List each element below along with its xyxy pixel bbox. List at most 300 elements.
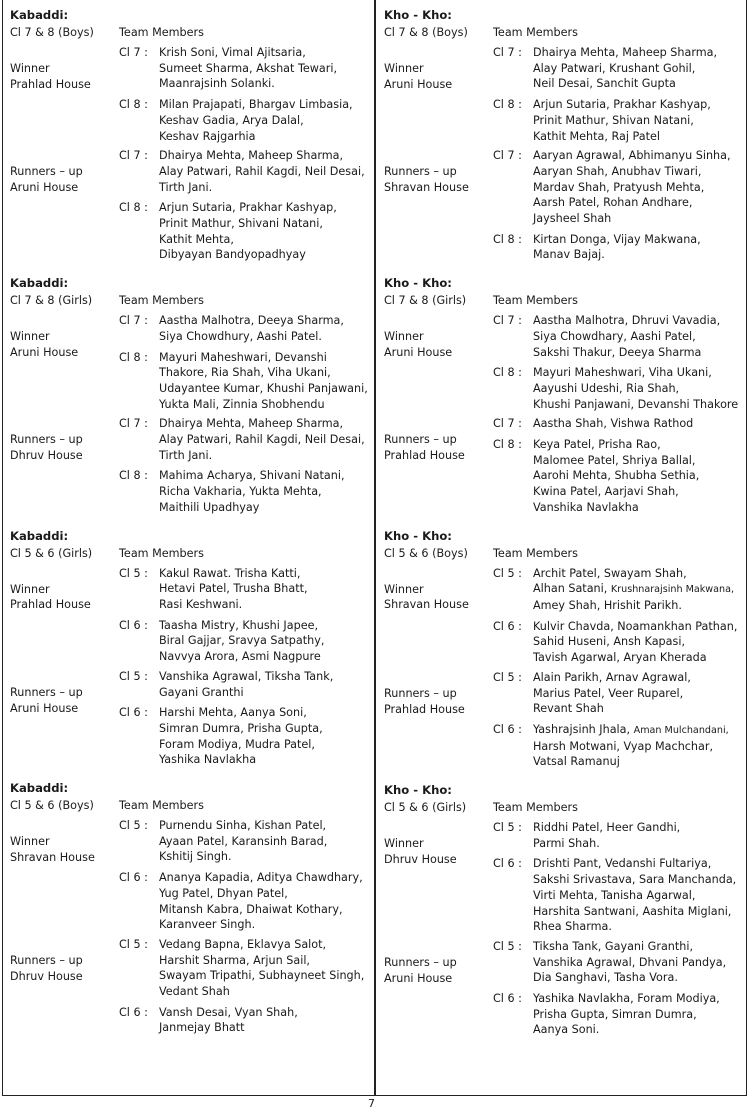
result-group	[10, 818, 372, 933]
house-name: Aruni House	[384, 345, 453, 359]
class-label: Cl 7 :	[119, 314, 148, 328]
member-line: Prisha Gupta, Simran Dumra,	[533, 1007, 697, 1021]
class-entries	[493, 670, 746, 770]
class-label: Cl 8 :	[119, 350, 148, 364]
category-header	[384, 293, 746, 309]
class-entries	[119, 313, 372, 412]
class-entry	[493, 856, 746, 935]
class-label: Cl 6 :	[119, 871, 148, 885]
member-line: Thakore, Ria Shah, Viha Ukani,	[159, 366, 331, 380]
right-column	[384, 0, 746, 1038]
class-label: Cl 5 :	[119, 669, 148, 683]
member-line: Siya Chowdhury, Aashi Patel.	[159, 329, 322, 343]
class-entry	[493, 722, 746, 770]
member-line: Alay Patwari, Rahil Kagdi, Neil Desai,	[159, 164, 365, 178]
member-line: Vanshika Agrawal, Dhvani Pandya,	[533, 955, 727, 969]
member-line: Kathit Mehta,	[159, 232, 234, 246]
class-label: Cl 5 :	[493, 821, 522, 835]
member-line: Prinit Mathur, Shivan Natani,	[533, 113, 694, 127]
member-line: Janmejay Bhatt	[159, 1021, 245, 1035]
member-line: Kirtan Donga, Vijay Makwana,	[533, 232, 701, 246]
member-line: Jaysheel Shah	[533, 212, 612, 226]
class-entry	[119, 618, 372, 665]
result-group	[384, 566, 746, 666]
position-label: Runners – up	[384, 686, 457, 700]
member-line: Dhairya Mehta, Maheep Sharma,	[159, 417, 344, 431]
class-label: Cl 6 :	[119, 706, 148, 720]
class-entries	[119, 937, 372, 1036]
result-group	[10, 566, 372, 665]
class-entry	[493, 45, 746, 92]
class-label: Cl 6 :	[119, 1005, 148, 1019]
member-line: Kathit Mehta, Raj Patel	[533, 129, 661, 143]
member-line: Biral Gajjar, Sravya Satpathy,	[159, 634, 325, 648]
member-names	[159, 618, 372, 665]
member-line: Malomee Patel, Shriya Ballal,	[533, 453, 696, 467]
result-label	[10, 818, 119, 933]
result-label	[384, 566, 493, 666]
class-entry	[493, 148, 746, 227]
class-label: Cl 7 :	[493, 314, 522, 328]
member-names	[533, 991, 746, 1038]
class-entry	[493, 670, 746, 717]
member-names	[533, 97, 746, 144]
class-entry	[493, 619, 746, 666]
member-line: Taasha Mistry, Khushi Japee,	[159, 618, 319, 632]
house-name: Prahlad House	[384, 449, 465, 463]
member-line: Yashika Navlakha, Foram Modiya,	[533, 992, 720, 1006]
member-line: Sakshi Thakur, Deeya Sharma	[533, 345, 702, 359]
member-line: Gayani Granthi	[159, 685, 244, 699]
member-line: Ananya Kapadia, Aditya Chawdhary,	[159, 871, 363, 885]
class-label: Cl 5 :	[493, 670, 522, 684]
member-line: Simran Dumra, Prisha Gupta,	[159, 721, 323, 735]
class-entries	[119, 416, 372, 515]
member-line: Maanrajsinh Solanki.	[159, 77, 275, 91]
class-entry	[119, 468, 372, 515]
class-label: Cl 5 :	[493, 566, 522, 580]
member-names	[533, 820, 746, 851]
member-line: Hetavi Patel, Trusha Bhatt,	[159, 582, 308, 596]
team-members-label: Team Members	[119, 294, 204, 308]
position-label: Runners – up	[384, 165, 457, 179]
result-group	[10, 148, 372, 263]
member-line: Keshav Rajgarhia	[159, 129, 256, 143]
class-entry	[493, 416, 746, 432]
member-line: Vedang Bapna, Eklavya Salot,	[159, 937, 327, 951]
position-label: Winner	[10, 835, 50, 849]
member-line: Keshav Gadia, Arya Dalal,	[159, 113, 304, 127]
result-group	[384, 670, 746, 770]
sport-title: Kabaddi:	[10, 528, 69, 543]
class-entries	[493, 939, 746, 1038]
position-label: Runners – up	[384, 433, 457, 447]
class-entry	[119, 148, 372, 195]
member-names	[159, 468, 372, 515]
class-label: Cl 5 :	[119, 819, 148, 833]
member-names	[159, 1005, 372, 1036]
member-line: Aarsh Patel, Rohan Andhare,	[533, 196, 693, 210]
member-line: Arjun Sutaria, Prakhar Kashyap,	[159, 201, 337, 215]
sport-section	[10, 4, 372, 263]
member-line: Dia Sanghavi, Tasha Vora.	[533, 971, 678, 985]
sport-title: Kho - Kho:	[384, 783, 452, 798]
member-names	[159, 350, 372, 413]
member-line: Drishti Pant, Vedanshi Fultariya,	[533, 857, 712, 871]
class-label: Cl 6 :	[493, 722, 522, 736]
result-label	[384, 416, 493, 515]
class-entries	[493, 820, 746, 935]
team-members-label: Team Members	[493, 546, 578, 560]
position-label: Winner	[10, 582, 50, 596]
class-entry	[493, 566, 746, 614]
class-label: Cl 8 :	[119, 201, 148, 215]
class-label: Cl 7 :	[119, 149, 148, 163]
class-entry	[119, 45, 372, 92]
position-label: Runners – up	[384, 955, 457, 969]
sport-title: Kabaddi:	[10, 8, 69, 22]
sport-section	[10, 777, 372, 1036]
member-line: Sahid Huseni, Ansh Kapasi,	[533, 635, 686, 649]
class-entry	[493, 313, 746, 360]
member-line: Mahima Acharya, Shivani Natani,	[159, 469, 345, 483]
category-header	[384, 800, 746, 816]
result-label	[10, 566, 119, 665]
member-line: Kulvir Chavda, Noamankhan Pathan,	[533, 619, 738, 633]
member-line: Vedant Shah	[159, 985, 230, 999]
house-name: Shravan House	[10, 850, 95, 864]
result-group	[384, 45, 746, 144]
member-line: Harshi Mehta, Aanya Soni,	[159, 706, 307, 720]
class-label: Cl 6 :	[493, 857, 522, 871]
member-line: Navvya Arora, Asmi Nagpure	[159, 650, 321, 664]
member-line: Aastha Shah, Vishwa Rathod	[533, 417, 694, 431]
member-line: Aaryan Agrawal, Abhimanyu Sinha,	[533, 149, 731, 163]
position-label: Winner	[384, 62, 424, 75]
member-line: Revant Shah	[533, 702, 604, 716]
left-column	[10, 0, 372, 1036]
sport-section	[10, 272, 372, 515]
sport-title: Kabaddi:	[10, 276, 69, 291]
member-line: Arjun Sutaria, Prakhar Kashyap,	[533, 98, 711, 112]
member-text: Alhan Satani,	[533, 582, 611, 596]
member-names	[533, 437, 746, 516]
house-name: Dhruv House	[10, 969, 83, 983]
member-line: Khushi Panjawani, Devanshi Thakore	[533, 397, 739, 411]
member-line: Karanveer Singh.	[159, 918, 256, 932]
class-entry	[493, 991, 746, 1038]
member-names	[159, 97, 372, 144]
member-line: Amey Shah, Hrishit Parikh.	[533, 598, 682, 612]
member-line: Udayantee Kumar, Khushi Panjawani,	[159, 381, 368, 395]
sport-title: Kho - Kho:	[384, 276, 452, 291]
class-label: Cl 5 :	[119, 566, 148, 580]
class-entry	[119, 566, 372, 613]
class-label: Cl 8 :	[493, 438, 522, 452]
member-line: Vansh Desai, Vyan Shah,	[159, 1005, 298, 1019]
class-entry	[493, 820, 746, 851]
class-label: Cl 8 :	[493, 366, 522, 380]
sport-section	[384, 779, 746, 1038]
class-entries	[493, 416, 746, 515]
member-line: Aaryan Shah, Anubhav Tiwari,	[533, 164, 702, 178]
category-header	[384, 25, 746, 41]
member-line: Virti Mehta, Tanisha Agarwal,	[533, 888, 696, 902]
member-names	[159, 148, 372, 195]
position-label: Winner	[384, 582, 424, 596]
member-line: Vanshika Navlakha	[533, 500, 639, 514]
team-members-label: Team Members	[493, 26, 578, 39]
member-line: Kakul Rawat. Trisha Katti,	[159, 566, 301, 580]
sport-section	[384, 4, 746, 263]
member-names	[533, 856, 746, 935]
class-entry	[119, 937, 372, 1000]
member-names	[159, 870, 372, 933]
class-entry	[119, 705, 372, 768]
class-entry	[493, 97, 746, 144]
class-label: Cl 7 :	[493, 417, 522, 431]
team-members-label: Team Members	[119, 799, 204, 813]
member-line: Harsh Motwani, Vyap Machchar,	[533, 739, 714, 753]
result-group	[384, 313, 746, 412]
class-label: Cl 8 :	[119, 469, 148, 483]
position-label: Runners – up	[10, 953, 83, 967]
result-group	[384, 148, 746, 263]
category-header	[10, 25, 372, 41]
category-header	[384, 546, 746, 562]
member-line: Keya Patel, Prisha Rao,	[533, 438, 661, 452]
member-line: Alay Patwari, Krushant Gohil,	[533, 61, 696, 75]
position-label: Runners – up	[10, 165, 83, 179]
member-text-small: Aman Mulchandani,	[633, 724, 729, 736]
member-line: Mayuri Maheshwari, Devanshi	[159, 350, 327, 364]
member-line: Harshit Sharma, Arjun Sail,	[159, 953, 310, 967]
class-entries	[119, 818, 372, 933]
category-label: Cl 7 & 8 (Boys)	[10, 26, 94, 39]
member-names	[159, 937, 372, 1000]
member-line: Aarohi Mehta, Shubha Sethia,	[533, 469, 700, 483]
member-names	[533, 232, 746, 263]
house-name: Dhruv House	[10, 449, 83, 463]
member-names	[533, 365, 746, 412]
class-label: Cl 5 :	[493, 939, 522, 953]
sport-section	[10, 525, 372, 768]
class-entries	[119, 669, 372, 768]
sport-section	[384, 525, 746, 770]
class-label: Cl 7 :	[119, 46, 148, 59]
position-label: Runners – up	[10, 685, 83, 699]
member-line: Mitansh Kabra, Dhaiwat Kothary,	[159, 902, 343, 916]
result-group	[10, 45, 372, 144]
class-entry	[119, 1005, 372, 1036]
member-names	[533, 148, 746, 227]
result-label	[10, 937, 119, 1036]
sport-section	[384, 272, 746, 515]
house-name: Prahlad House	[10, 77, 91, 91]
member-names	[533, 45, 746, 92]
position-label: Winner	[10, 62, 50, 75]
class-entry	[493, 437, 746, 516]
member-line: Marius Patel, Veer Ruparel,	[533, 686, 684, 700]
sport-title: Kho - Kho:	[384, 8, 452, 22]
class-entry	[493, 232, 746, 263]
member-line: Manav Bajaj.	[533, 248, 605, 262]
member-text-small: Krushnarajsinh Makwana,	[610, 584, 735, 596]
house-name: Aruni House	[10, 701, 79, 715]
result-label	[384, 820, 493, 935]
member-names	[159, 200, 372, 263]
result-label	[10, 313, 119, 412]
member-line: Yashika Navlakha	[159, 753, 257, 767]
member-line: Rasi Keshwani.	[159, 597, 243, 611]
member-line: Aastha Malhotra, Deeya Sharma,	[159, 314, 344, 328]
member-line: Parmi Shah.	[533, 836, 600, 850]
position-label: Runners – up	[10, 433, 83, 447]
member-line: Vanshika Agrawal, Tiksha Tank,	[159, 669, 334, 683]
member-line: Tirth Jani.	[159, 448, 213, 462]
team-members-label: Team Members	[119, 546, 204, 560]
column-divider	[374, 0, 376, 1096]
member-line: Kwina Patel, Aarjavi Shah,	[533, 485, 679, 499]
category-label: Cl 7 & 8 (Girls)	[10, 294, 93, 308]
member-names	[533, 722, 746, 770]
member-line: Milan Prajapati, Bhargav Limbasia,	[159, 98, 353, 112]
class-entry	[119, 350, 372, 413]
member-line	[533, 722, 746, 739]
class-entry	[119, 818, 372, 865]
member-line: Archit Patel, Swayam Shah,	[533, 566, 687, 580]
class-entries	[119, 45, 372, 144]
member-text: Yashrajsinh Jhala,	[533, 722, 634, 736]
team-members-label: Team Members	[493, 294, 578, 308]
team-members-label: Team Members	[493, 801, 578, 815]
member-line: Mayuri Maheshwari, Viha Ukani,	[533, 366, 712, 380]
member-names	[159, 705, 372, 768]
member-line: Rhea Sharma.	[533, 920, 612, 934]
position-label: Winner	[10, 330, 50, 344]
member-line: Tavish Agarwal, Aryan Kherada	[533, 651, 707, 665]
class-label: Cl 6 :	[493, 992, 522, 1006]
member-line: Prinit Mathur, Shivani Natani,	[159, 217, 323, 231]
house-name: Aruni House	[10, 180, 79, 194]
team-members-label: Team Members	[119, 26, 204, 39]
house-name: Prahlad House	[10, 598, 91, 612]
member-line: Sumeet Sharma, Akshat Tewari,	[159, 61, 338, 75]
member-names	[533, 313, 746, 360]
class-entry	[119, 200, 372, 263]
sport-title: Kho - Kho:	[384, 528, 452, 543]
house-name: Aruni House	[384, 971, 453, 985]
member-names	[159, 313, 372, 344]
member-line: Harshita Santwani, Aashita Miglani,	[533, 904, 732, 918]
result-group	[10, 313, 372, 412]
member-line: Tirth Jani.	[159, 180, 213, 194]
member-line: Aastha Malhotra, Dhruvi Vavadia,	[533, 314, 721, 328]
position-label: Winner	[384, 330, 424, 344]
class-label: Cl 7 :	[119, 417, 148, 431]
result-group	[10, 416, 372, 515]
class-entries	[493, 313, 746, 412]
category-header	[10, 798, 372, 814]
result-label	[384, 670, 493, 770]
house-name: Aruni House	[384, 77, 453, 91]
member-names	[533, 619, 746, 666]
house-name: Shravan House	[384, 180, 469, 194]
class-entry	[493, 365, 746, 412]
category-header	[10, 293, 372, 309]
category-label: Cl 7 & 8 (Boys)	[384, 26, 468, 39]
member-line	[533, 581, 746, 598]
class-entries	[119, 148, 372, 263]
category-label: Cl 7 & 8 (Girls)	[384, 294, 467, 308]
result-label	[384, 148, 493, 263]
result-label	[10, 148, 119, 263]
member-names	[533, 670, 746, 717]
member-line: Alay Patwari, Rahil Kagdi, Neil Desai,	[159, 433, 365, 447]
class-label: Cl 6 :	[493, 619, 522, 633]
member-line: Yukta Mali, Zinnia Shobhendu	[159, 397, 325, 411]
category-label: Cl 5 & 6 (Girls)	[10, 546, 93, 560]
category-label: Cl 5 & 6 (Boys)	[384, 546, 468, 560]
result-label	[10, 416, 119, 515]
result-group	[384, 820, 746, 935]
member-names	[533, 416, 746, 432]
house-name: Shravan House	[384, 598, 469, 612]
category-header	[10, 546, 372, 562]
result-label	[384, 313, 493, 412]
member-line: Siya Chowdhary, Aashi Patel,	[533, 329, 696, 343]
class-entry	[119, 97, 372, 144]
result-group	[10, 669, 372, 768]
class-label: Cl 7 :	[493, 46, 522, 59]
class-label: Cl 5 :	[119, 937, 148, 951]
class-label: Cl 8 :	[493, 232, 522, 246]
result-label	[10, 45, 119, 144]
member-line: Dhairya Mehta, Maheep Sharma,	[159, 149, 344, 163]
member-names	[159, 818, 372, 865]
member-line: Vatsal Ramanuj	[533, 755, 620, 769]
member-names	[159, 669, 372, 700]
class-label: Cl 7 :	[493, 149, 522, 163]
member-line: Foram Modiya, Mudra Patel,	[159, 737, 315, 751]
class-entries	[119, 566, 372, 665]
member-line: Krish Soni, Vimal Ajitsaria,	[159, 46, 306, 59]
member-line: Aayushi Udeshi, Ria Shah,	[533, 381, 680, 395]
member-names	[533, 939, 746, 986]
member-names	[159, 45, 372, 92]
sport-title: Kabaddi:	[10, 781, 69, 796]
category-label: Cl 5 & 6 (Girls)	[384, 801, 467, 815]
member-line: Alain Parikh, Arnav Agrawal,	[533, 670, 691, 684]
member-line: Richa Vakharia, Yukta Mehta,	[159, 485, 322, 499]
member-line: Maithili Upadhyay	[159, 500, 260, 514]
class-label: Cl 6 :	[119, 618, 148, 632]
member-line: Dhairya Mehta, Maheep Sharma,	[533, 46, 718, 59]
member-line: Yug Patel, Dhyan Patel,	[159, 886, 288, 900]
member-line: Purnendu Sinha, Kishan Patel,	[159, 819, 327, 833]
member-line: Mardav Shah, Pratyush Mehta,	[533, 180, 705, 194]
member-line: Ayaan Patel, Karansinh Barad,	[159, 834, 328, 848]
result-group	[384, 416, 746, 515]
class-entry	[119, 313, 372, 344]
member-line: Aanya Soni.	[533, 1023, 600, 1037]
class-entry	[119, 416, 372, 463]
house-name: Dhruv House	[384, 852, 457, 866]
member-line: Dibyayan Bandyopadhyay	[159, 248, 306, 262]
position-label: Winner	[384, 837, 424, 851]
class-label: Cl 8 :	[493, 98, 522, 112]
member-names	[159, 566, 372, 613]
